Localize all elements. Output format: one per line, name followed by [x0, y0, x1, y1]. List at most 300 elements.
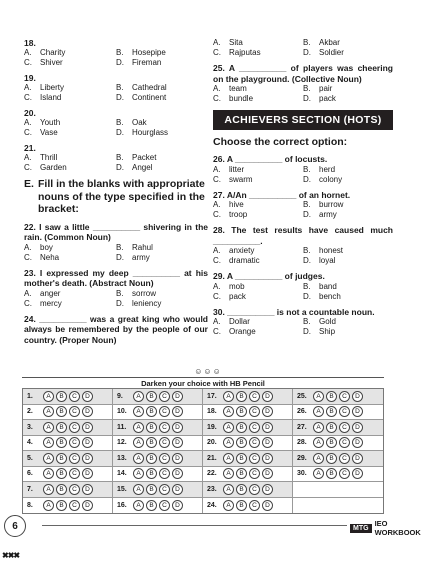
answer-cell [293, 420, 383, 435]
option-list [213, 165, 393, 185]
answer-cell [293, 451, 383, 466]
answer-bubble[interactable]: A [43, 437, 54, 448]
question-item [213, 154, 393, 185]
option[interactable] [303, 327, 393, 337]
answer-bubble[interactable]: D [172, 453, 183, 464]
option-text: honest [319, 246, 344, 255]
answer-bubble[interactable]: A [223, 391, 234, 402]
answer-bubble[interactable]: C [69, 406, 80, 417]
option-letter: B. [303, 281, 311, 291]
answer-grid-title: Darken your choice with HB Pencil [22, 377, 384, 388]
option-text: Rahul [132, 242, 153, 252]
answer-cell [23, 405, 113, 420]
option[interactable] [24, 48, 116, 58]
answer-bubble[interactable]: D [172, 391, 183, 402]
option[interactable] [213, 210, 303, 220]
answer-number: 15. [117, 485, 127, 493]
bubble-group [223, 437, 273, 448]
answer-bubble[interactable]: B [236, 422, 247, 433]
answer-bubble[interactable]: C [159, 500, 170, 511]
bubble-group [223, 406, 273, 417]
answer-bubble[interactable]: B [56, 406, 67, 417]
option[interactable] [24, 58, 116, 68]
answer-bubble[interactable]: B [326, 453, 337, 464]
option[interactable] [213, 317, 303, 327]
answer-number: 20. [207, 439, 217, 447]
option-letter: C. [24, 58, 32, 67]
answer-bubble[interactable]: C [69, 484, 80, 495]
answer-bubble[interactable]: A [43, 468, 54, 479]
option-letter: A. [213, 200, 221, 209]
answer-bubble[interactable]: A [43, 422, 54, 433]
answer-bubble[interactable]: A [313, 406, 324, 417]
answer-bubble[interactable]: A [43, 484, 54, 495]
answer-number: 6. [27, 470, 33, 478]
option-letter: C. [213, 291, 221, 301]
bubble-group [313, 391, 363, 402]
answer-cell [203, 467, 293, 482]
answer-bubble[interactable]: C [249, 406, 260, 417]
option[interactable] [303, 200, 393, 210]
question-number: 18. [24, 38, 36, 48]
footer-divider [42, 525, 347, 526]
option-text: Island [40, 93, 62, 102]
answer-bubble[interactable]: B [146, 484, 157, 495]
answer-bubble[interactable]: B [56, 453, 67, 464]
answer-bubble[interactable]: C [249, 391, 260, 402]
answer-bubble[interactable]: C [69, 500, 80, 511]
answer-bubble[interactable]: B [146, 391, 157, 402]
option[interactable] [213, 246, 303, 256]
option-letter: A. [24, 153, 32, 162]
question-item [24, 73, 208, 103]
option-text: Continent [132, 93, 167, 102]
option[interactable] [213, 94, 303, 104]
question-text: 28. The test results have caused much __________. [213, 225, 393, 246]
answer-bubble[interactable]: B [236, 437, 247, 448]
option[interactable] [116, 153, 208, 163]
option-list [24, 48, 208, 68]
answer-bubble[interactable]: B [236, 453, 247, 464]
option-text: troop [229, 210, 248, 219]
answer-bubble[interactable]: D [262, 391, 273, 402]
answer-cell [293, 467, 383, 482]
answer-bubble[interactable]: B [326, 468, 337, 479]
option[interactable] [303, 94, 393, 104]
answer-bubble[interactable]: C [249, 437, 260, 448]
option[interactable] [213, 282, 303, 292]
answer-bubble[interactable]: D [172, 437, 183, 448]
answer-row [23, 451, 383, 467]
option[interactable] [116, 48, 208, 58]
answer-bubble[interactable]: D [352, 437, 363, 448]
bubble-group [313, 453, 363, 464]
answer-bubble[interactable]: C [159, 406, 170, 417]
option-text: litter [229, 164, 245, 174]
answer-bubble[interactable]: C [69, 437, 80, 448]
option[interactable] [24, 253, 116, 263]
answer-bubble[interactable]: D [352, 468, 363, 479]
question-item [213, 38, 393, 58]
answer-bubble[interactable]: D [172, 422, 183, 433]
option[interactable] [303, 246, 393, 256]
option[interactable] [24, 93, 116, 103]
answer-cell [293, 405, 383, 420]
question-text: 30. __________ is not a countable noun. [213, 306, 375, 317]
option-letter: A. [213, 317, 221, 326]
option-letter: B. [303, 317, 311, 326]
option-text: Dollar [229, 317, 250, 326]
option[interactable] [213, 256, 303, 266]
answer-bubble[interactable]: C [339, 453, 350, 464]
option-list [24, 118, 208, 138]
answer-bubble[interactable]: B [146, 500, 157, 511]
answer-cell [293, 389, 383, 404]
answer-number: 4. [27, 439, 33, 447]
answer-bubble[interactable]: B [326, 391, 337, 402]
answer-bubble[interactable]: D [82, 422, 93, 433]
answer-bubble[interactable]: D [82, 453, 93, 464]
answer-bubble[interactable]: B [146, 406, 157, 417]
bubble-group [133, 391, 183, 402]
option-text: burrow [319, 200, 344, 209]
answer-cell [203, 389, 293, 404]
corner-marks: ✖✖✖ [2, 551, 20, 560]
answer-bubble[interactable]: B [146, 422, 157, 433]
option-letter: A. [24, 48, 32, 57]
option[interactable] [116, 128, 208, 138]
answer-cell [23, 420, 113, 435]
question-item [24, 38, 208, 68]
option-letter: B. [116, 242, 124, 252]
option[interactable] [303, 210, 393, 220]
option-text: Garden [40, 163, 67, 172]
question-item [213, 307, 393, 338]
answer-bubble[interactable]: A [313, 468, 324, 479]
option-text: swarm [229, 174, 253, 184]
option-letter: C. [213, 327, 221, 336]
option-letter: B. [116, 153, 124, 162]
answer-number: 3. [27, 423, 33, 431]
option-letter: D. [116, 58, 124, 67]
answer-bubble[interactable]: B [56, 484, 67, 495]
answer-bubble[interactable]: D [262, 468, 273, 479]
answer-bubble[interactable]: A [43, 391, 54, 402]
answer-bubble[interactable]: A [43, 500, 54, 511]
answer-cell [113, 436, 203, 451]
option[interactable] [213, 175, 303, 185]
answer-bubble[interactable]: A [223, 422, 234, 433]
option-text: colony [319, 174, 343, 184]
option[interactable] [213, 292, 303, 302]
option-letter: A. [24, 288, 32, 298]
option-list [24, 289, 208, 309]
option-text: army [132, 252, 150, 262]
option-list [213, 84, 393, 104]
option[interactable] [24, 118, 116, 128]
right-column [213, 38, 393, 342]
answer-bubble[interactable]: B [236, 500, 247, 511]
answer-bubble[interactable]: C [159, 422, 170, 433]
answer-number: 21. [207, 454, 217, 462]
option[interactable] [116, 118, 208, 128]
option-text: bench [319, 291, 341, 301]
option-letter: C. [213, 94, 221, 103]
option-letter: B. [303, 200, 311, 209]
option[interactable] [24, 128, 116, 138]
answer-number: 5. [27, 454, 33, 462]
option[interactable] [116, 83, 208, 93]
answer-bubble[interactable]: A [133, 453, 144, 464]
option[interactable] [116, 299, 208, 309]
option[interactable] [303, 317, 393, 327]
option[interactable] [303, 84, 393, 94]
answer-bubble[interactable]: D [262, 453, 273, 464]
question-item [213, 190, 393, 221]
answer-bubble[interactable]: D [262, 422, 273, 433]
option[interactable] [24, 83, 116, 93]
option[interactable] [24, 299, 116, 309]
option-text: Oak [132, 118, 147, 127]
answer-number: 28. [297, 439, 307, 447]
answer-bubble[interactable]: C [69, 422, 80, 433]
option[interactable] [303, 38, 393, 48]
option[interactable] [24, 153, 116, 163]
option-text: boy [40, 242, 53, 252]
answer-cell [23, 498, 113, 514]
answer-bubble[interactable]: A [43, 406, 54, 417]
bubble-group [223, 391, 273, 402]
answer-bubble[interactable]: B [56, 468, 67, 479]
option-list [24, 153, 208, 173]
answer-bubble[interactable]: B [146, 453, 157, 464]
option-text: Hourglass [132, 128, 169, 137]
answer-bubble[interactable]: C [159, 391, 170, 402]
option-letter: D. [116, 128, 124, 137]
option-letter: A. [24, 118, 32, 127]
answer-bubble[interactable]: A [223, 406, 234, 417]
answer-bubble[interactable]: A [133, 406, 144, 417]
option-text: army [319, 210, 337, 219]
answer-bubble[interactable]: A [133, 422, 144, 433]
answer-bubble[interactable]: A [223, 453, 234, 464]
option[interactable] [116, 253, 208, 263]
option[interactable] [213, 48, 303, 58]
answer-bubble[interactable]: D [82, 500, 93, 511]
answer-bubble[interactable]: C [249, 484, 260, 495]
question-text: 24. __________ was a great king who would always be remembered by the people of our country. (Proper Noun) [24, 313, 208, 345]
answer-bubble[interactable]: C [159, 453, 170, 464]
answer-bubble[interactable]: A [223, 468, 234, 479]
answer-bubble[interactable]: A [133, 468, 144, 479]
option-list [213, 38, 393, 58]
answer-bubble[interactable]: D [82, 391, 93, 402]
option[interactable] [116, 93, 208, 103]
answer-bubble[interactable]: D [262, 437, 273, 448]
answer-cell [113, 482, 203, 497]
answer-bubble[interactable]: B [236, 391, 247, 402]
answer-bubble[interactable]: A [313, 437, 324, 448]
option[interactable] [303, 48, 393, 58]
option-text: Packet [132, 153, 157, 162]
brand [350, 519, 421, 537]
option[interactable] [24, 243, 116, 253]
answer-bubble[interactable]: C [339, 437, 350, 448]
option-text: Cathedral [132, 83, 167, 92]
answer-bubble[interactable]: A [133, 391, 144, 402]
answer-row [23, 467, 383, 483]
answer-bubble[interactable]: C [159, 484, 170, 495]
answer-bubble[interactable]: D [82, 406, 93, 417]
option[interactable] [213, 38, 303, 48]
answer-bubble[interactable]: D [262, 500, 273, 511]
answer-bubble[interactable]: D [172, 468, 183, 479]
left-column [24, 38, 208, 350]
option[interactable] [116, 163, 208, 173]
option-list [213, 317, 393, 337]
answer-bubble[interactable]: C [339, 406, 350, 417]
option[interactable] [303, 256, 393, 266]
answer-bubble[interactable]: D [82, 484, 93, 495]
answer-bubble[interactable]: D [172, 484, 183, 495]
answer-bubble[interactable]: B [146, 468, 157, 479]
option-letter: D. [116, 298, 124, 308]
answer-bubble[interactable]: C [339, 391, 350, 402]
option[interactable] [116, 243, 208, 253]
question-text: 26. A __________ of locusts. [213, 154, 328, 164]
answer-bubble[interactable]: B [56, 391, 67, 402]
option-letter: C. [213, 256, 221, 265]
option-letter: D. [116, 252, 124, 262]
option-letter: D. [303, 291, 311, 301]
answer-bubble[interactable]: B [236, 406, 247, 417]
answer-bubble[interactable]: D [172, 406, 183, 417]
option[interactable] [213, 84, 303, 94]
answer-bubble[interactable]: B [56, 437, 67, 448]
bubble-group [313, 422, 363, 433]
option-text: Neha [40, 252, 60, 262]
answer-bubble[interactable]: D [352, 391, 363, 402]
answer-row [23, 405, 383, 421]
answer-bubble[interactable]: D [172, 500, 183, 511]
bubble-group [43, 484, 93, 495]
bubble-group [43, 500, 93, 511]
answer-bubble[interactable]: B [56, 500, 67, 511]
answer-number: 13. [117, 454, 127, 462]
option[interactable] [24, 163, 116, 173]
answer-bubble[interactable]: B [326, 406, 337, 417]
answer-number: 29. [297, 454, 307, 462]
answer-bubble[interactable]: B [326, 437, 337, 448]
answer-number: 12. [117, 439, 127, 447]
answer-bubble[interactable]: C [69, 468, 80, 479]
answer-number: 2. [27, 408, 33, 416]
answer-bubble[interactable]: C [249, 453, 260, 464]
answer-bubble[interactable]: C [339, 468, 350, 479]
answer-bubble[interactable]: D [352, 406, 363, 417]
option[interactable] [213, 200, 303, 210]
answer-bubble[interactable]: A [133, 437, 144, 448]
answer-bubble[interactable]: A [223, 437, 234, 448]
option-text: Hosepipe [132, 48, 166, 57]
answer-number: 30. [297, 470, 307, 478]
answer-bubble[interactable]: D [352, 453, 363, 464]
option[interactable] [303, 165, 393, 175]
answer-bubble[interactable]: C [69, 453, 80, 464]
bubble-group [43, 422, 93, 433]
option-letter: C. [24, 163, 32, 172]
answer-bubble[interactable]: C [339, 422, 350, 433]
answer-bubble[interactable]: B [326, 422, 337, 433]
option[interactable] [213, 165, 303, 175]
option-letter: B. [116, 288, 124, 298]
answer-bubble[interactable]: D [262, 484, 273, 495]
answer-bubble[interactable]: A [133, 500, 144, 511]
answer-bubble[interactable]: B [56, 422, 67, 433]
answer-row [23, 482, 383, 498]
answer-number: 16. [117, 501, 127, 509]
answer-bubble[interactable]: A [223, 484, 234, 495]
answer-bubble[interactable]: A [133, 484, 144, 495]
answer-bubble[interactable]: A [313, 453, 324, 464]
option-text: Liberty [40, 83, 65, 92]
option-letter: D. [303, 256, 311, 265]
option-letter: D. [303, 48, 311, 57]
section-instruction: Fill in the blanks with appropriate nouns of the type specified in the bracket: [38, 178, 205, 215]
option[interactable] [24, 289, 116, 299]
option[interactable] [303, 292, 393, 302]
answer-number: 1. [27, 392, 33, 400]
answer-bubble[interactable]: D [262, 406, 273, 417]
question-text: 23. I expressed my deep __________ at his mother's death. (Abstract Noun) [24, 267, 208, 288]
answer-bubble[interactable]: B [236, 468, 247, 479]
answer-bubble[interactable]: B [236, 484, 247, 495]
answer-bubble[interactable]: C [249, 500, 260, 511]
option[interactable] [116, 289, 208, 299]
option-text: mercy [40, 298, 62, 308]
instruction-heading: Choose the correct option: [213, 136, 348, 148]
option-text: hive [229, 200, 244, 209]
answer-bubble[interactable]: B [146, 437, 157, 448]
option-letter: A. [213, 84, 221, 93]
answer-cell [23, 482, 113, 497]
answer-bubble[interactable]: D [82, 437, 93, 448]
option[interactable] [303, 175, 393, 185]
option-letter: C. [24, 93, 32, 102]
answer-bubble[interactable]: A [313, 422, 324, 433]
option[interactable] [303, 282, 393, 292]
answer-cell [23, 389, 113, 404]
answer-bubble[interactable]: C [249, 468, 260, 479]
answer-bubble[interactable]: C [69, 391, 80, 402]
answer-bubble[interactable]: A [43, 453, 54, 464]
answer-bubble[interactable]: C [159, 437, 170, 448]
answer-bubble[interactable]: A [313, 391, 324, 402]
option[interactable] [116, 58, 208, 68]
answer-bubble[interactable]: C [159, 468, 170, 479]
answer-bubble[interactable]: D [82, 468, 93, 479]
option[interactable] [213, 327, 303, 337]
answer-bubble[interactable]: A [223, 500, 234, 511]
answer-number: 23. [207, 485, 217, 493]
option-letter: C. [213, 174, 221, 184]
answer-bubble[interactable]: D [352, 422, 363, 433]
answer-row [23, 389, 383, 405]
option-letter: A. [213, 38, 221, 47]
question-item [213, 225, 393, 266]
answer-cell [113, 498, 203, 514]
answer-bubble[interactable]: C [249, 422, 260, 433]
